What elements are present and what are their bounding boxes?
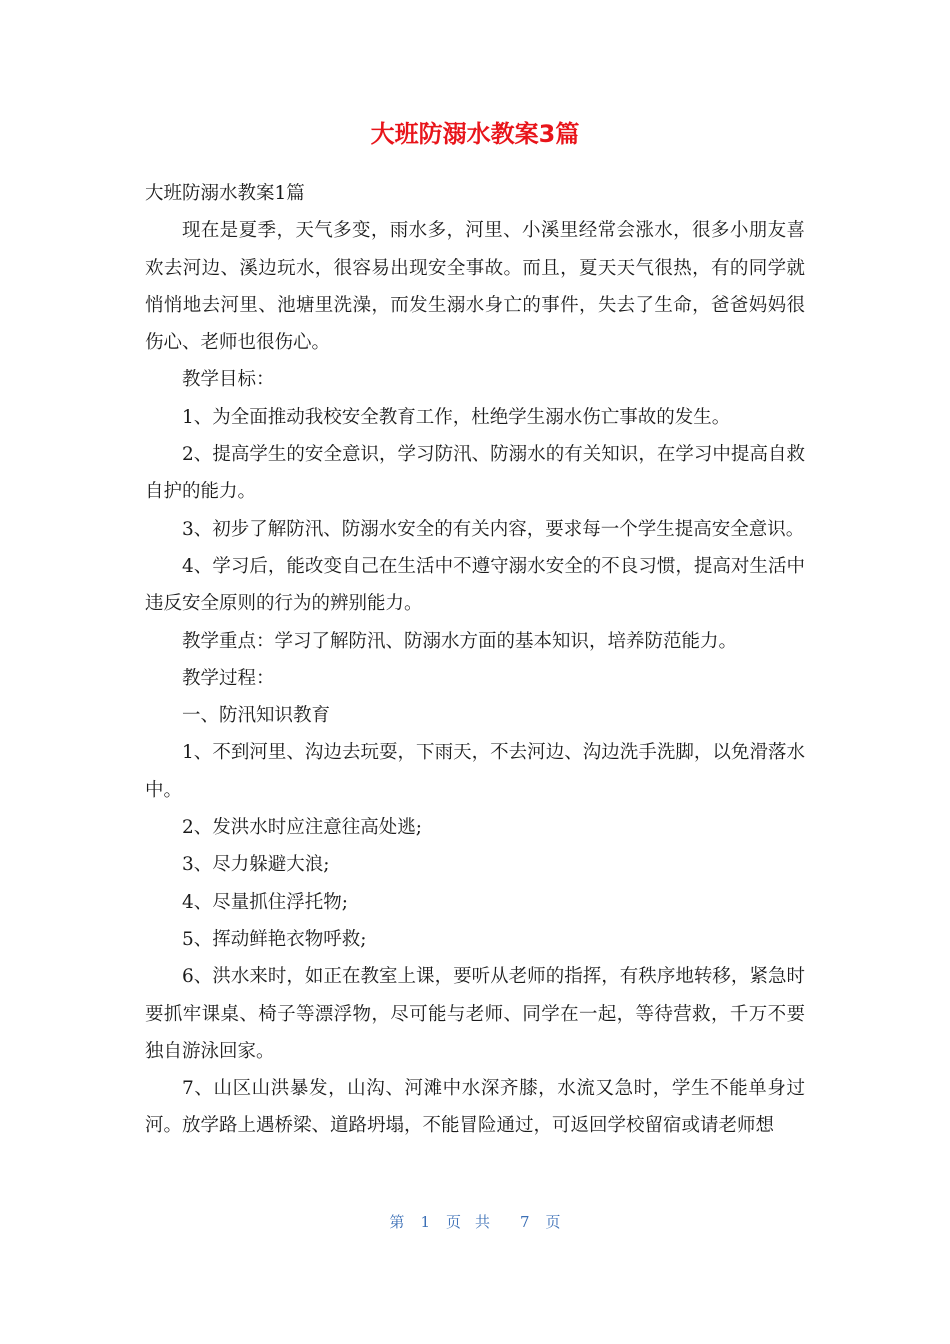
paragraph: 5、挥动鲜艳衣物呼救; (182, 928, 367, 950)
footer-page-middle: 页共 (445, 1213, 504, 1231)
paragraph: 3、初步了解防汛、防溺水安全的有关内容，要求每一个学生提高安全意识。 (182, 518, 805, 540)
paragraph: 2、提高学生的安全意识，学习防汛、防溺水的有关知识，在学习中提高自救自护的能力。 (145, 444, 805, 503)
paragraph: 6、洪水来时，如正在教室上课，要听从老师的指挥，有秩序地转移，紧急时要抓牢课桌、椅子等漂浮物，尽可能与老师、同学在一起，等待营救，千万不要独自游泳回家。 (145, 966, 805, 1062)
page-footer (0, 1208, 950, 1236)
paragraph: 1、为全面推动我校安全教育工作，杜绝学生溺水伤亡事故的发生。 (182, 406, 731, 428)
paragraph: 4、学习后，能改变自己在生活中不遵守溺水安全的不良习惯，提高对生活中违反安全原则的行为的辨别能力。 (145, 555, 805, 615)
paragraph: 现在是夏季，天气多变，雨水多，河里、小溪里经常会涨水，很多小朋友喜欢去河边、溪边玩水，很容易出现安全事故。而且，夏天天气很热，有的同学就悄悄地去河里、池塘里洗澡，而发生溺水身亡的事件，失去了生命，爸爸妈妈很伤心、老师也很伤心。 (145, 220, 805, 354)
paragraph: 4、尽量抓住浮托物; (182, 891, 349, 913)
paragraph: 教学重点：学习了解防汛、防溺水方面的基本知识，培养防范能力。 (182, 630, 738, 652)
footer-current-page: 1 (420, 1213, 430, 1231)
paragraph: 7、山区山洪暴发，山沟、河滩中水深齐膝，水流又急时，学生不能单身过河。放学路上遇桥梁、道路坍塌，不能冒险通过，可返回学校留宿或请老师想 (145, 1078, 805, 1137)
footer-total-pages: 7 (520, 1213, 530, 1231)
document-title: 大班防溺水教案3篇 (370, 120, 580, 148)
section-heading: 大班防溺水教案1篇 (145, 183, 305, 204)
paragraph: 教学目标： (182, 369, 275, 391)
paragraph: 1、不到河里、沟边去玩耍，下雨天，不去河边、沟边洗手洗脚，以免滑落水中。 (145, 742, 805, 801)
paragraph: 教学过程： (182, 667, 275, 689)
paragraph: 3、尽力躲避大浪; (182, 854, 330, 876)
footer-page-prefix: 第 (389, 1213, 405, 1231)
paragraph: 2、发洪水时应注意往高处逃; (182, 817, 423, 839)
paragraph: 一、防汛知识教育 (182, 705, 331, 727)
footer-page-suffix: 页 (545, 1213, 561, 1231)
document-body (145, 175, 805, 1145)
